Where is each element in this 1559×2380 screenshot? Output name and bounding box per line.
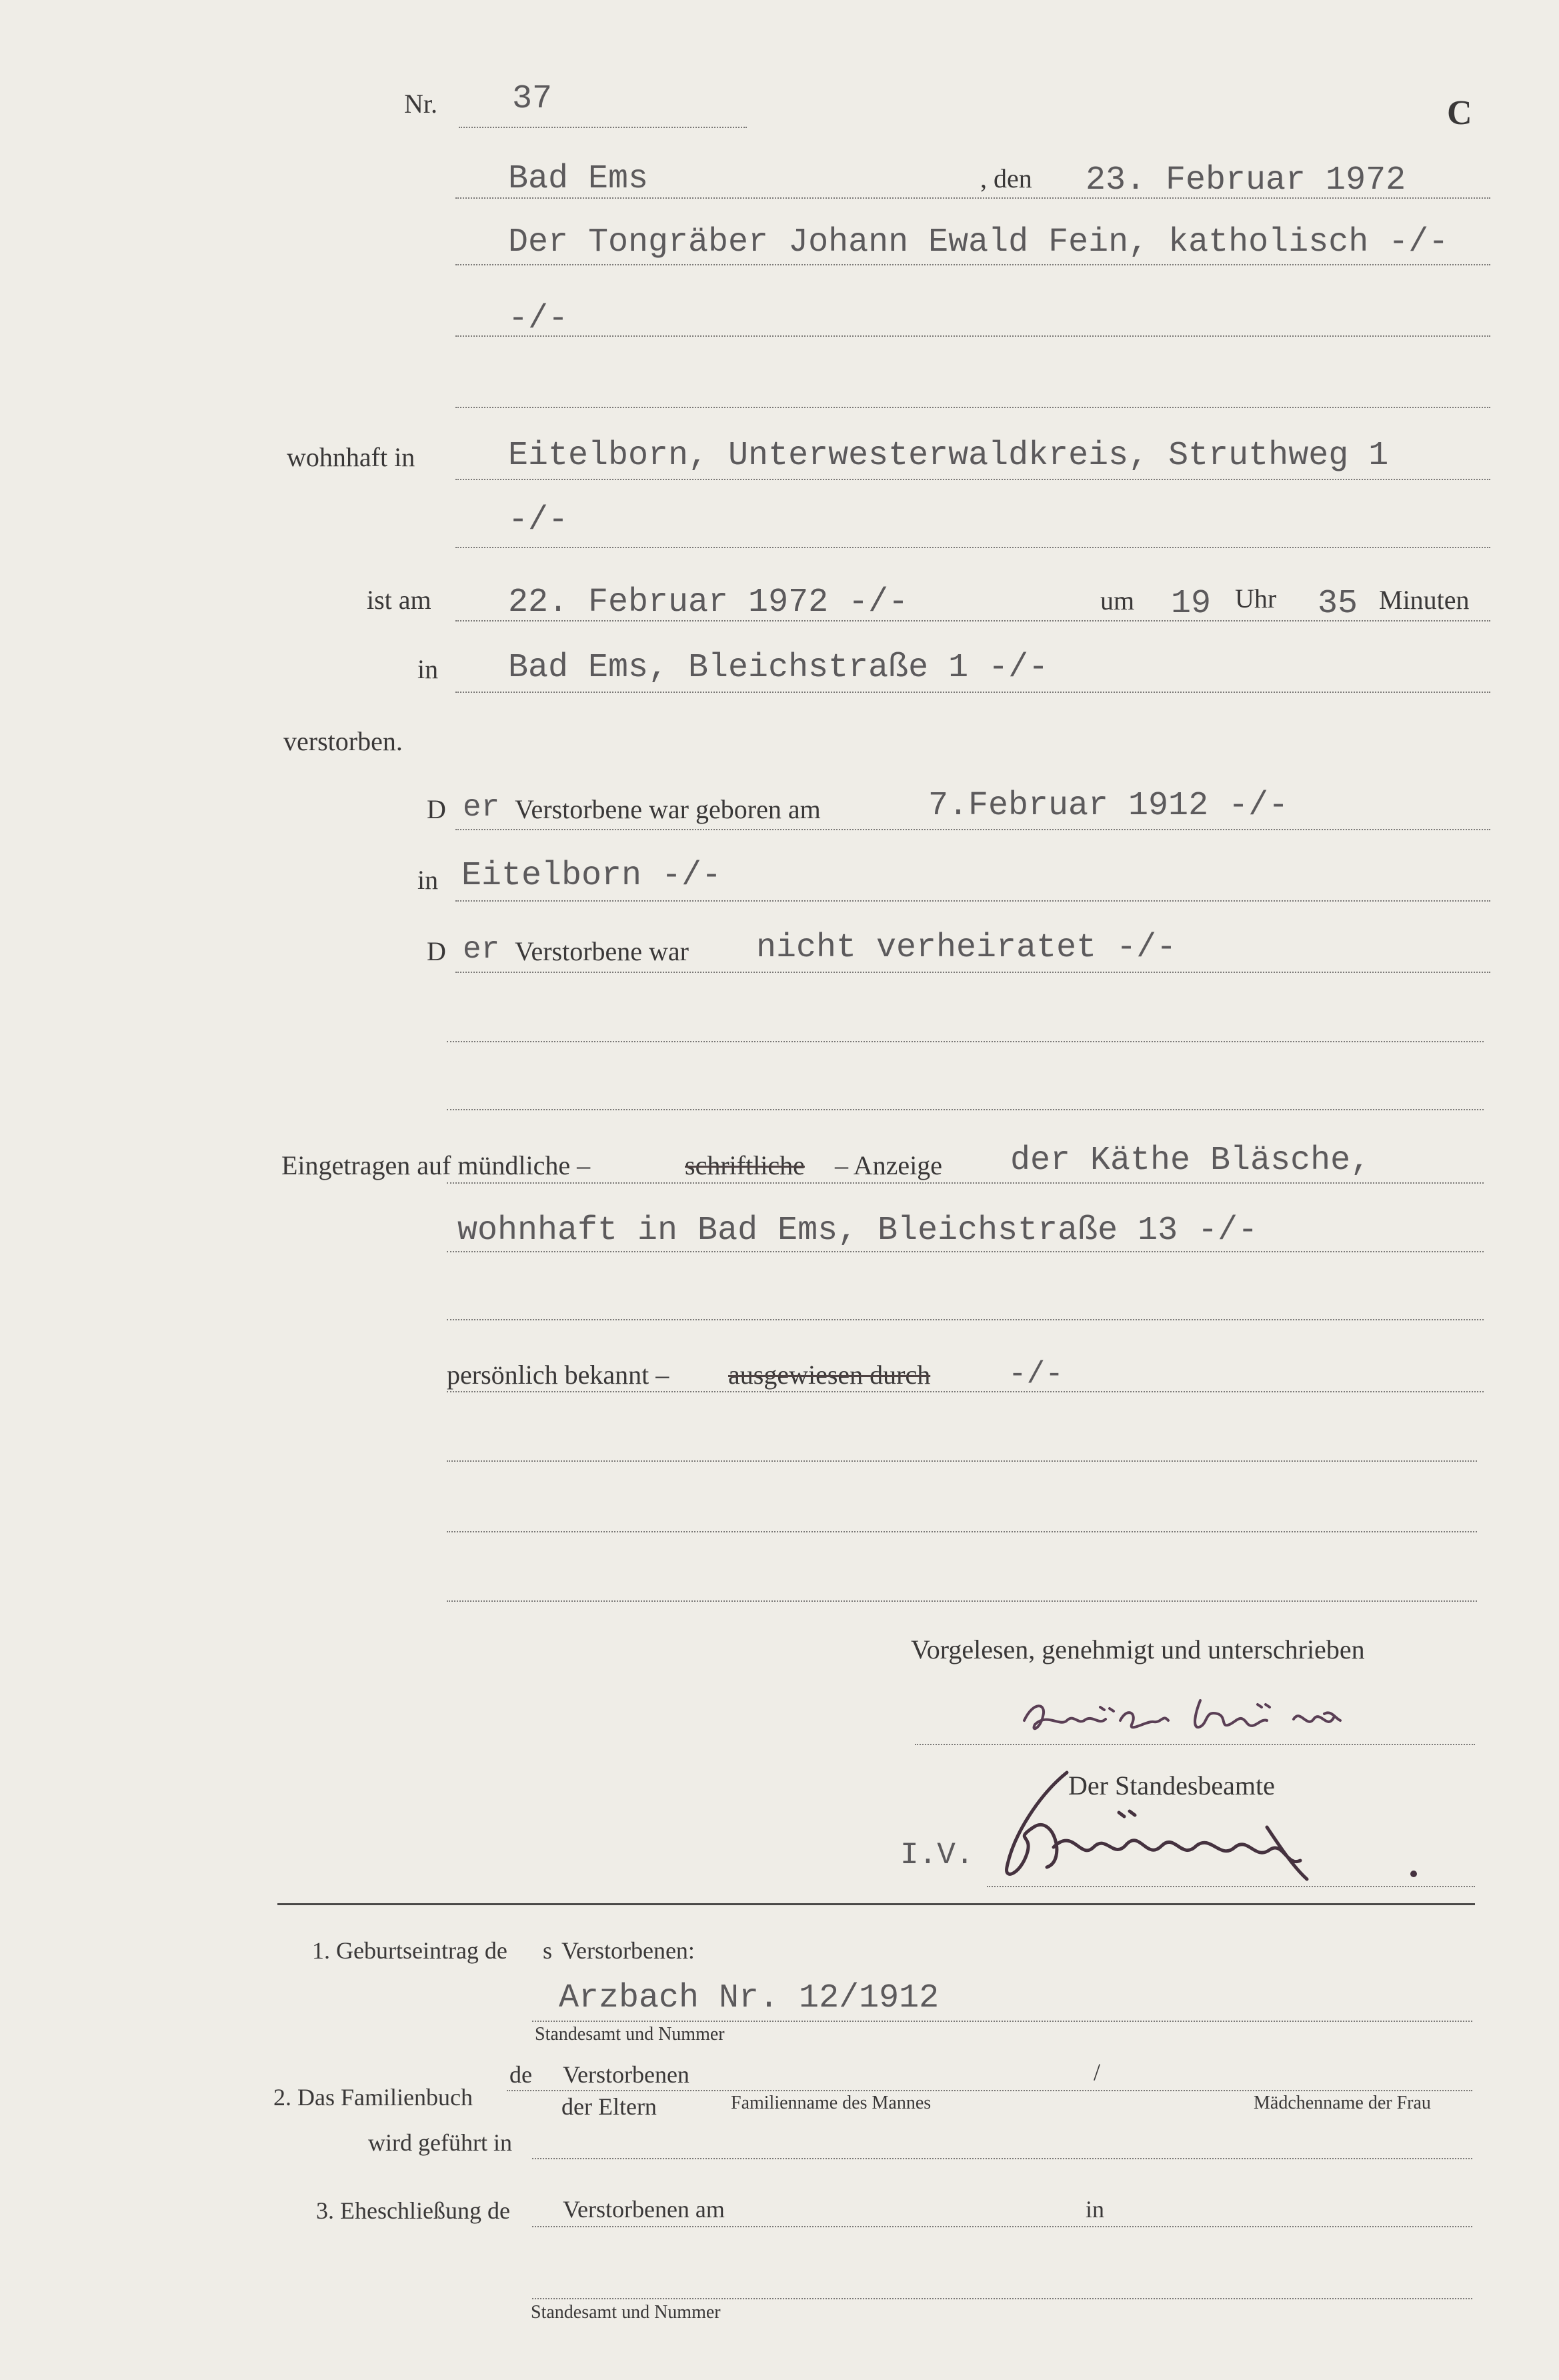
- known-rule: [447, 1391, 1484, 1392]
- person-line-1-rule: [455, 264, 1490, 265]
- um-label: um: [1100, 585, 1135, 616]
- item1-s: s: [543, 1937, 553, 1964]
- known-value: -/-: [1008, 1357, 1064, 1392]
- item3-label: 3. Eheschließung de: [316, 2197, 510, 2224]
- verstorben-label: verstorben.: [283, 726, 403, 756]
- registrar-signature-rule: [987, 1886, 1475, 1887]
- report-label-a: Eingetragen auf mündliche –: [281, 1150, 591, 1180]
- reporter-rule: [447, 1182, 1484, 1184]
- item2-label: 2. Das Familienbuch: [273, 2084, 473, 2111]
- standesamt-label-1: Standesamt und Nummer: [535, 2024, 725, 2045]
- birth-date-rule: [455, 829, 1490, 830]
- death-place-rule: [455, 692, 1490, 693]
- birth-in-label: in: [417, 865, 439, 895]
- marital-status-value: nicht verheiratet -/-: [756, 929, 1177, 967]
- report-struck: schriftliche: [685, 1150, 805, 1180]
- item2-verst: Verstorbenen: [563, 2061, 689, 2088]
- item1-rule: [532, 2021, 1472, 2022]
- item2-wird: wird geführt in: [368, 2129, 512, 2156]
- nr-value: 37: [512, 80, 553, 118]
- report-rule-3: [447, 1319, 1484, 1320]
- reporter-address-rule: [447, 1251, 1484, 1252]
- known-struck: ausgewiesen durch: [728, 1360, 931, 1390]
- item1-value: Arzbach Nr. 12/1912: [559, 1979, 940, 2017]
- residence-rule-2: [455, 547, 1490, 548]
- item1-label: 1. Geburtseintrag de: [312, 1937, 507, 1964]
- item3-verst: Verstorbenen am: [563, 2196, 725, 2223]
- known-rule-4: [447, 1600, 1477, 1602]
- birth-label: Verstorbene war geboren am: [515, 794, 821, 824]
- registrar-signature: [987, 1767, 1440, 1887]
- marital-rule: [455, 972, 1490, 973]
- reporter-signature: [1020, 1694, 1447, 1747]
- nr-line: [459, 127, 747, 128]
- death-in-label: in: [417, 654, 439, 684]
- item2-mann: Familienname des Mannes: [731, 2093, 932, 2113]
- item2-eltern: der Eltern: [561, 2093, 657, 2120]
- known-rule-3: [447, 1531, 1477, 1532]
- reporter-signature-rule: [915, 1744, 1475, 1745]
- minutes-value: 35: [1318, 585, 1358, 623]
- person-line-2: -/-: [508, 300, 569, 338]
- read-approved-label: Vorgelesen, genehmigt und unterschrieben: [911, 1634, 1365, 1664]
- item2-de: de: [509, 2061, 532, 2088]
- person-line-2-rule: [455, 335, 1490, 337]
- den-label: , den: [980, 163, 1032, 193]
- report-label-b: – Anzeige: [835, 1150, 943, 1180]
- residence-rule: [455, 479, 1490, 480]
- person-line-1: Der Tongräber Johann Ewald Fein, katholisch -/-: [508, 223, 1449, 261]
- item3-rule: [532, 2226, 1472, 2227]
- item2-wird-rule: [532, 2158, 1472, 2159]
- known-label: persönlich bekannt –: [447, 1360, 669, 1390]
- marital-prefix-typed: er: [463, 932, 500, 967]
- residence-value-2: -/-: [508, 501, 569, 539]
- marital-prefix: D: [427, 936, 446, 966]
- marital-rule-2: [447, 1041, 1484, 1042]
- form-letter: C: [1447, 94, 1472, 132]
- section-divider: [277, 1903, 1475, 1905]
- item3-rule-2: [532, 2298, 1472, 2299]
- place-date-line: [455, 197, 1490, 199]
- registrar-label: Der Standesbeamte: [1068, 1770, 1275, 1801]
- death-place-value: Bad Ems, Bleichstraße 1 -/-: [508, 649, 1049, 687]
- marital-rule-3: [447, 1109, 1484, 1110]
- place-value: Bad Ems: [508, 160, 649, 198]
- death-date-label: ist am: [367, 585, 431, 615]
- reporter-address-value: wohnhaft in Bad Ems, Bleichstraße 13 -/-: [457, 1212, 1258, 1250]
- item2-rule: [507, 2090, 1472, 2091]
- residence-label: wohnhaft in: [287, 442, 415, 472]
- person-line-3-rule: [455, 407, 1490, 408]
- date-value: 23. Februar 1972: [1086, 161, 1406, 199]
- death-date-value: 22. Februar 1972 -/-: [508, 583, 909, 622]
- standesamt-label-2: Standesamt und Nummer: [531, 2302, 721, 2323]
- item2-slash: /: [1094, 2059, 1101, 2085]
- item3-in: in: [1086, 2196, 1105, 2223]
- birth-place-rule: [455, 900, 1490, 902]
- reporter-value: der Käthe Bläsche,: [1010, 1142, 1371, 1180]
- iv-label: I.V.: [900, 1838, 974, 1873]
- minuten-label: Minuten: [1379, 585, 1470, 615]
- marital-label: Verstorbene war: [515, 936, 689, 966]
- nr-label: Nr.: [404, 89, 437, 119]
- birth-prefix: D: [427, 794, 446, 824]
- birth-prefix-typed: er: [463, 790, 500, 825]
- birth-place-value: Eitelborn -/-: [461, 857, 722, 895]
- death-date-rule: [455, 620, 1490, 622]
- residence-value: Eitelborn, Unterwesterwaldkreis, Struthweg 1: [508, 437, 1389, 475]
- hour-value: 19: [1171, 585, 1212, 623]
- uhr-label: Uhr: [1235, 583, 1277, 614]
- known-rule-2: [447, 1460, 1477, 1462]
- item1-tail: Verstorbenen:: [561, 1937, 695, 1964]
- item2-frau: Mädchenname der Frau: [1254, 2093, 1431, 2113]
- birth-date-value: 7.Februar 1912 -/-: [928, 787, 1289, 825]
